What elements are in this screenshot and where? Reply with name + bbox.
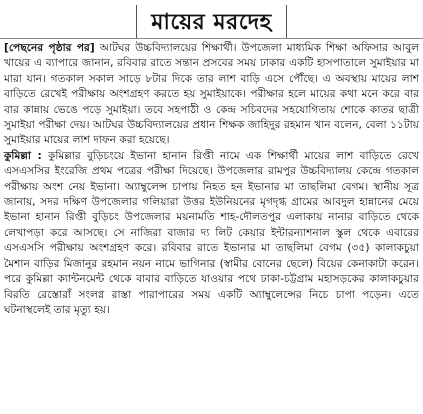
headline-box [0, 0, 423, 39]
continued-tag: [পেছনের পৃষ্ঠার পর] [4, 42, 95, 54]
headline: মায়ের মরদেহ [136, 5, 286, 38]
paragraph-2 [4, 149, 419, 318]
article-body [4, 41, 419, 318]
paragraph-2-text: কুমিল্লার বুড়িচংয়ে ইভানা হানান রিপ্তী নামে এক শিক্ষার্থী মায়ের লাশ বাড়িতে রেখে এসএসসির ইংরেজি প্রথম পত্রের পরীক্ষা দিয়েছে। উপজেলার রামপুর উচ্চবিদ্যালয় কেন্দ্রে গতকাল পরীক্ষায় অংশ নেয় ইভানা। অ্যাম্বুলেন্স চাপায় নিহত হন ইভানার মা তাছলিমা বেগম। স্থানীয় সূত্র জানায়, সদর দক্ষিণ উপজেলার গলিয়ারা উত্তর ইউনিয়নের মৃগদৃগ্ধ গ্রামের আবদুল হান্নানের মেয়ে ইভানা হানান রিপ্তী বুড়িচং উপজেলার ময়নামতি শাহ-দৌলতপুর এলাকায় নানার বাড়িতে থেকে লেখাপড়া করে আসছে। সে নাজিরা বাজার দ্য লিট কেয়ার ইন্টারন্যাশনাল স্কুল থেকে এবারের এসএসসি পরীক্ষায় অংশগ্রহণ করে। রবিবার রাতে ইভানার মা তাছলিমা বেগম (৩৫) কালাকচুয়া মৈশান বাড়ির মিজানুর রহমান নয়ন নামে ভাগিনার (স্বামীর বোনের ছেলে) বিয়ের কেনাকাটা করেন। পরে কুমিল্লা ক্যান্টনমেন্ট থেকে বাবার বাড়িতে যাওয়ার পথে ঢাকা-চট্টগ্রাম মহাসড়কের কালাকচুয়ার বিরতি রেস্তোরাঁ সংলগ্ন রাস্তা পারাপারের সময় একটি অ্যাম্বুলেন্সের নিচে চাপা পড়েন। এতে ঘটনাস্থলেই তার মৃত্যু হয়। [4, 149, 419, 316]
paragraph-1-text: আটঘর উচ্চবিদ্যালয়ের শিক্ষার্থী। উপজেলা মাধ্যমিক শিক্ষা অফিসার আবুল খায়ের এ ব্যাপারে জানান, রবিবার রাতে সন্তান প্রসবের সময় ঢাকার একটি হাসপাতালে সুমাইয়ার মা মারা যান। গতকাল সকাল সাড়ে ৮টার দিকে তার লাশ বাড়ি এসে পৌঁছে। এ অবস্থায় মায়ের লাশ বাড়িতে রেখেই পরীক্ষায় অংশগ্রহণ করতে হয় সুমাইয়াকে। পরীক্ষার হলে মায়ের কথা মনে করে বার বার কান্নায় ভেঙে পড়ে সুমাইয়া। তবে সহপাঠী ও কেন্দ্র সচিবদের সহযোগিতায় শোকে কাতর ছাত্রী সুমাইয়া পরীক্ষা দেয়। আটঘর উচ্চবিদ্যালয়ের প্রধান শিক্ষক জাহিদুর রহমান খান বলেন, বেলা ১১টায় সুমাইয়ার মায়ের লাশ দাফন করা হয়েছে। [4, 42, 419, 147]
paragraph-1 [4, 41, 419, 149]
place-label-comilla: কুমিল্লা : [4, 149, 42, 162]
